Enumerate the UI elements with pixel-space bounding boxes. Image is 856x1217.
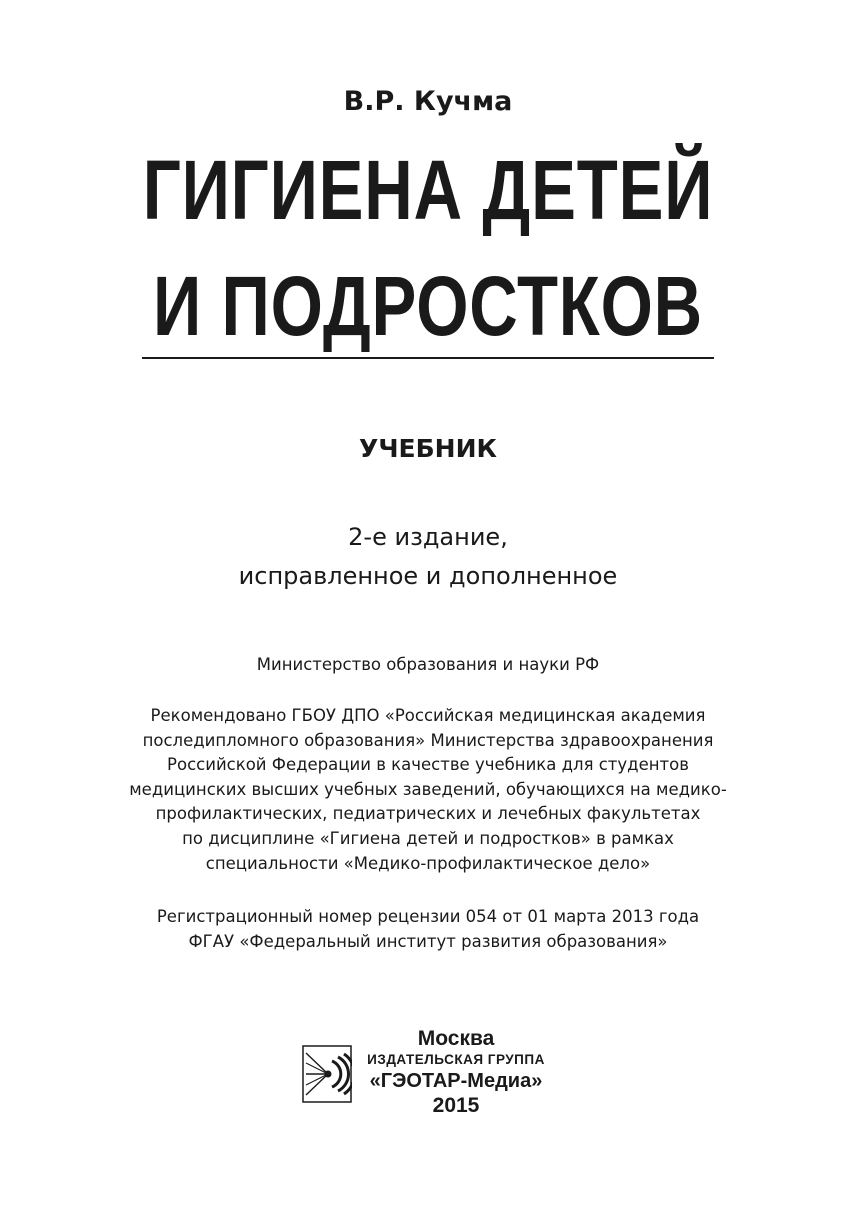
edition-line-2: исправленное и дополненное bbox=[238, 562, 618, 590]
registration bbox=[0, 905, 856, 954]
registration-line: Регистрационный номер рецензии 054 от 01 марта 2013 года bbox=[156, 907, 700, 926]
recommendation-line: по дисциплине «Гигиена детей и подростков» в рамках bbox=[182, 828, 674, 848]
recommendation bbox=[0, 704, 856, 876]
author: В.Р. Кучма bbox=[343, 86, 513, 117]
title-divider bbox=[142, 357, 714, 359]
recommendation-line: Российской Федерации в качестве учебника для студентов bbox=[167, 755, 689, 775]
publication-year: 2015 bbox=[432, 1094, 480, 1117]
title-line-1: ГИГИЕНА ДЕТЕЙ bbox=[142, 143, 714, 237]
recommendation-line: последипломного образования» Министерства здравоохранения bbox=[142, 730, 714, 750]
ministry: Министерство образования и науки РФ bbox=[256, 655, 600, 674]
recommendation-line: профилактических, педиатрических и лечебных факультетах bbox=[155, 804, 701, 824]
publisher-city: Москва bbox=[417, 1027, 495, 1050]
registration-line: ФГАУ «Федеральный институт развития образования» bbox=[188, 931, 668, 951]
recommendation-line: медицинских высших учебных заведений, обучающихся на медико- bbox=[129, 779, 727, 799]
geotar-logo-icon bbox=[302, 1045, 352, 1103]
title-line-2: И ПОДРОСТКОВ bbox=[152, 259, 704, 353]
publisher-name: «ГЭОТАР-Медиа» bbox=[369, 1070, 543, 1092]
subtitle: УЧЕБНИК bbox=[359, 434, 497, 463]
edition-line-1: 2-е издание, bbox=[348, 523, 508, 551]
recommendation-line: специальности «Медико-профилактическое дело» bbox=[205, 853, 651, 873]
recommendation-line: Рекомендовано ГБОУ ДПО «Российская медицинская академия bbox=[150, 706, 706, 725]
publisher-group: ИЗДАТЕЛЬСКАЯ ГРУППА bbox=[367, 1052, 545, 1067]
